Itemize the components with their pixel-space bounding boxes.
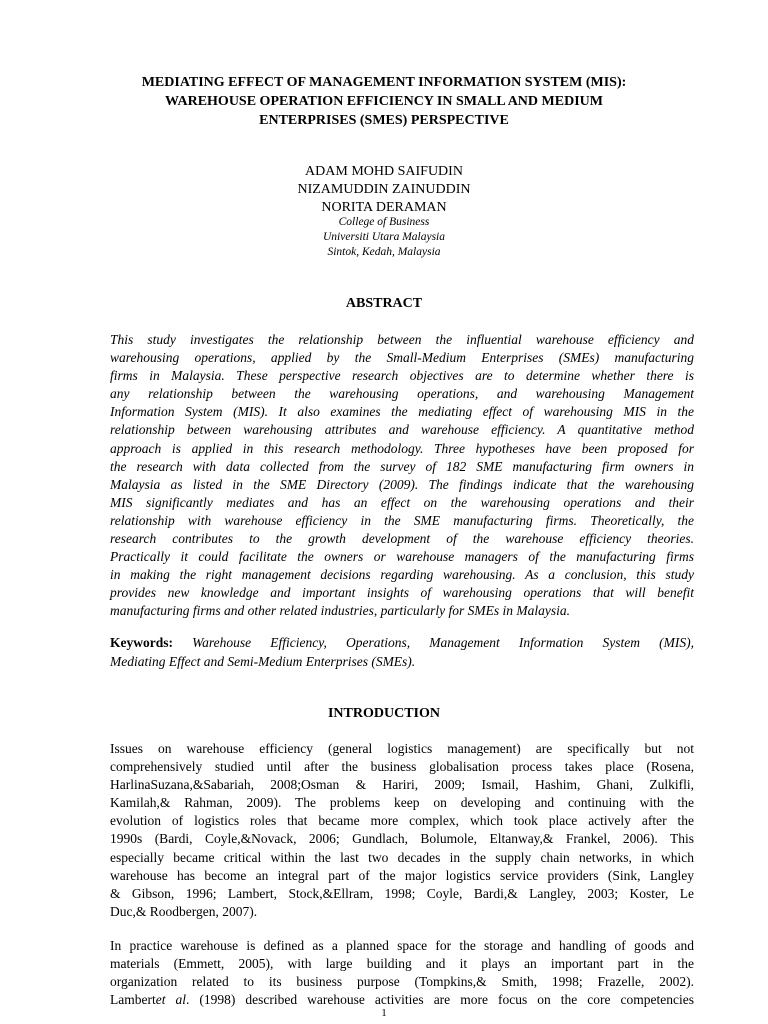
- abstract-line: firms in Malaysia. These perspective research objectives are to determine whether there is: [110, 368, 694, 384]
- paragraph-line: organization related to its business purpose (Tompkins,& Smith, 1998; Frazelle, 2002).: [110, 974, 694, 990]
- introduction-heading: INTRODUCTION: [327, 706, 440, 721]
- author-name: ADAM MOHD SAIFUDIN: [305, 164, 463, 179]
- citation-etal: et al: [155, 992, 187, 1008]
- citation-author: Lambert: [110, 992, 156, 1008]
- affiliation-line: College of Business: [338, 216, 430, 228]
- introduction-paragraph: [110, 740, 694, 921]
- abstract-line: any relationship between the warehousing operations, and warehousing Management: [110, 386, 694, 402]
- affiliation-line: Universiti Utara Malaysia: [322, 231, 446, 243]
- keywords-line: [110, 634, 694, 653]
- abstract-line: relationship between warehousing attributes and warehouse efficiency. A quantitative method: [110, 422, 694, 438]
- abstract-line: provides new knowledge and important insights of warehousing operations that will benefit: [110, 585, 694, 601]
- abstract-line: the research with data collected from the survey of 182 SME manufacturing firm owners in: [110, 458, 694, 474]
- abstract-body: [110, 331, 694, 621]
- keywords-text: Mediating Effect and Semi-Medium Enterprises (SMEs).: [110, 653, 416, 669]
- keywords-text: Warehouse Efficiency, Operations, Management Information System (MIS),: [192, 635, 695, 650]
- author-name: NORITA DERAMAN: [321, 200, 447, 215]
- abstract-heading: ABSTRACT: [345, 296, 423, 311]
- introduction-paragraph: [110, 937, 694, 1009]
- title-line: ENTERPRISES (SMES) PERSPECTIVE: [259, 113, 509, 128]
- paragraph-line: warehouse has become an integral part of the major logistics service providers (Sink, Langley: [110, 867, 694, 883]
- affiliation-line: Sintok, Kedah, Malaysia: [327, 246, 441, 258]
- paragraph-line: Duc,& Roodbergen, 2007).: [110, 903, 258, 919]
- abstract-line: warehousing operations, applied by the Small-Medium Enterprises (SMEs) manufacturing: [110, 350, 694, 366]
- paragraph-line: materials (Emmett, 2005), with large building and it plays an important part in the: [110, 956, 694, 972]
- paragraph-line: Kamilah,& Rahman, 2009). The problems keep on developing and continuing with the: [110, 795, 694, 811]
- abstract-line: MIS significantly mediates and has an effect on the warehousing operations and their: [110, 494, 694, 510]
- abstract-line: in making the right management decisions regarding warehousing. As a conclusion, this study: [110, 567, 694, 583]
- author-list: [0, 163, 768, 217]
- title-line: MEDIATING EFFECT OF MANAGEMENT INFORMATION SYSTEM (MIS):: [141, 75, 627, 90]
- paragraph-line: In practice warehouse is defined as a planned space for the storage and handling of goods and: [110, 938, 694, 953]
- abstract-line: manufacturing firms and other related industries, particularly for SMEs in Malaysia.: [110, 603, 570, 619]
- paragraph-line: evolution of logistics roles that became more complex, which took place actively after the: [110, 813, 694, 829]
- paragraph-line: especially became critical within the last two decades in the supply chain networks, in which: [110, 849, 694, 865]
- abstract-line: relationship with warehouse efficiency in the SME manufacturing firms. Theoretically, the: [110, 512, 694, 528]
- title-line: WAREHOUSE OPERATION EFFICIENCY IN SMALL AND MEDIUM: [165, 94, 603, 109]
- abstract-line: research contributes to the growth development of the warehouse efficiency theories.: [110, 531, 694, 547]
- keywords: [110, 634, 694, 671]
- paragraph-line: & Gibson, 1996; Lambert, Stock,&Ellram, 1998; Coyle, Bardi,& Langley, 2003; Koster, Le: [110, 885, 694, 901]
- keywords-label: Keywords:: [110, 635, 173, 650]
- abstract-line: Malaysia as listed in the SME Directory (2009). The findings indicate that the warehousing: [110, 476, 694, 492]
- page-number: 1: [381, 1007, 387, 1019]
- paper-title: [80, 73, 688, 130]
- paragraph-text: . (1998) described warehouse activities are more focus on the core competencies: [186, 992, 694, 1008]
- paragraph-line: comprehensively studied until after the business globalisation process takes place (Rosena,: [110, 759, 694, 775]
- author-name: NIZAMUDDIN ZAINUDDIN: [297, 182, 471, 197]
- abstract-line: This study investigates the relationship between the influential warehouse efficiency and: [110, 332, 694, 347]
- paragraph-line: Issues on warehouse efficiency (general logistics management) are specifically but not: [110, 741, 694, 756]
- paragraph-line: HarlinaSuzana,&Sabariah, 2008;Osman & Hariri, 2009; Ismail, Hashim, Ghani, Zulkifli,: [110, 777, 694, 793]
- paragraph-line: 1990s (Bardi, Coyle,&Novack, 2006; Gundlach, Bolumole, Eltanway,& Frankel, 2006). This: [110, 831, 694, 847]
- affiliation: [0, 215, 768, 260]
- abstract-line: Information System (MIS). It also examines the mediating effect of warehousing MIS in the: [110, 404, 694, 420]
- abstract-line: Practically it could facilitate the owners or warehouse managers of the manufacturing firms: [110, 549, 694, 565]
- abstract-line: approach is applied in this research methodology. Three hypotheses have been proposed for: [110, 440, 694, 456]
